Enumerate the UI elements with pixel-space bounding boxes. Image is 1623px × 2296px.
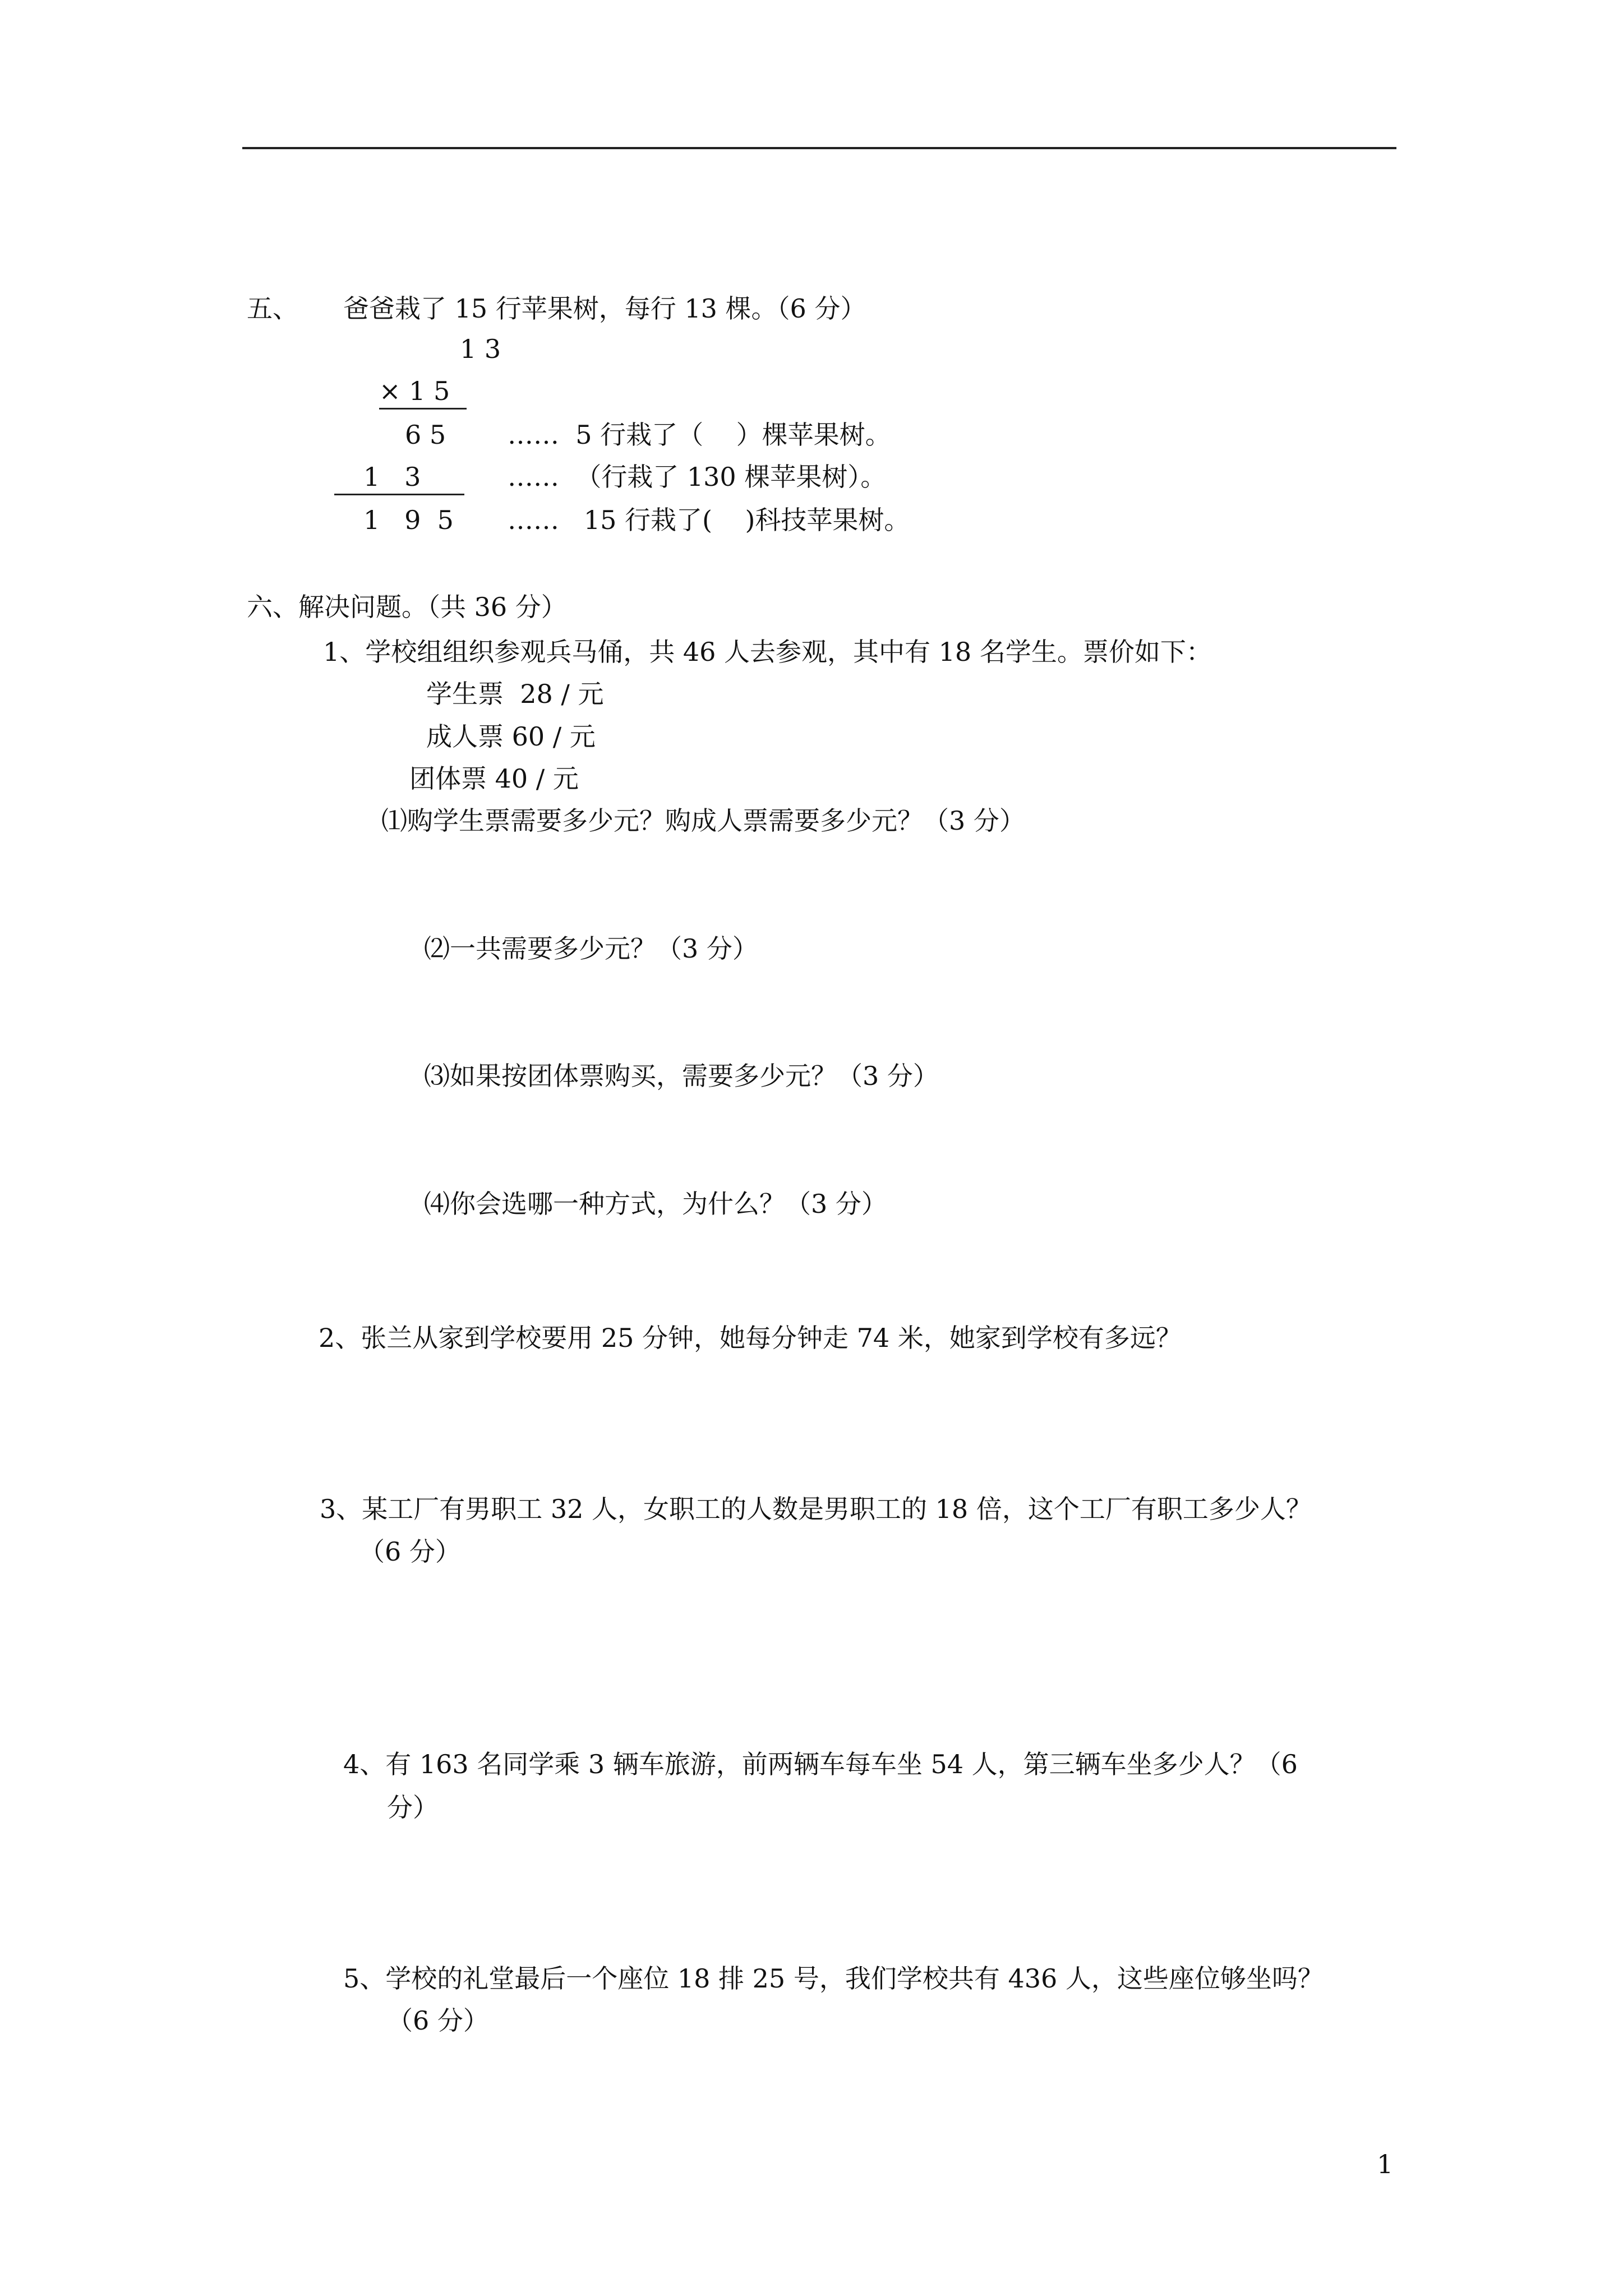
q1-sub3: ⑶如果按团体票购买，需要多少元？（3 分） (424, 1061, 939, 1091)
calc-line4-note: …… （行栽了 130 棵苹果树）。 (508, 462, 887, 492)
q4-line2: 分） (387, 1792, 439, 1823)
calc-underline-2 (334, 494, 464, 495)
section5-question: 爸爸栽了 15 行苹果树，每行 13 棵。（6 分） (343, 293, 866, 324)
q1-sub4: ⑷你会选哪一种方式，为什么？（3 分） (424, 1189, 887, 1219)
calc-line4: 1 3 (363, 462, 421, 492)
section6-title: 六、解决问题。（共 36 分） (247, 592, 567, 622)
section5-label: 五、 (247, 293, 298, 324)
calc-line3: 6 5 (405, 420, 446, 450)
q3-line2: （6 分） (359, 1536, 461, 1567)
q1-price-group: 团体票 40 / 元 (409, 763, 579, 794)
q1-price-adult: 成人票 60 / 元 (426, 721, 596, 752)
q4-line1: 4、有 163 名同学乘 3 辆车旅游，前两辆车每车坐 54 人，第三辆车坐多少人？（6 (343, 1749, 1298, 1779)
calc-line2: × 1 5 (379, 376, 450, 406)
q3-line1: 3、某工厂有男职工 32 人，女职工的人数是男职工的 18 倍，这个工厂有职工多少人？ (320, 1494, 1312, 1524)
calc-line5-note: …… 15 行栽了( )科技苹果树。 (508, 505, 910, 535)
calc-line5: 1 9 5 (363, 505, 454, 535)
page-number: 1 (1377, 2149, 1394, 2179)
q2-text: 2、张兰从家到学校要用 25 分钟，她每分钟走 74 米，她家到学校有多远？ (319, 1323, 1182, 1353)
calc-underline-1 (379, 408, 467, 409)
q5-line1: 5、学校的礼堂最后一个座位 18 排 25 号，我们学校共有 436 人，这些座位够坐吗？ (343, 1963, 1324, 1994)
q1-sub1: ⑴购学生票需要多少元？购成人票需要多少元？（3 分） (381, 806, 1025, 836)
q1-price-student: 学生票 28 / 元 (426, 679, 604, 709)
q1-sub2: ⑵一共需要多少元？（3 分） (424, 933, 758, 964)
q1-text: 1、学校组组织参观兵马俑，共 46 人去参观，其中有 18 名学生。票价如下： (323, 637, 1212, 667)
calc-line3-note: …… 5 行栽了（ ）棵苹果树。 (508, 420, 891, 450)
calc-line1: 1 3 (460, 334, 501, 364)
q5-line2: （6 分） (387, 2005, 489, 2036)
header-rule (242, 147, 1396, 149)
